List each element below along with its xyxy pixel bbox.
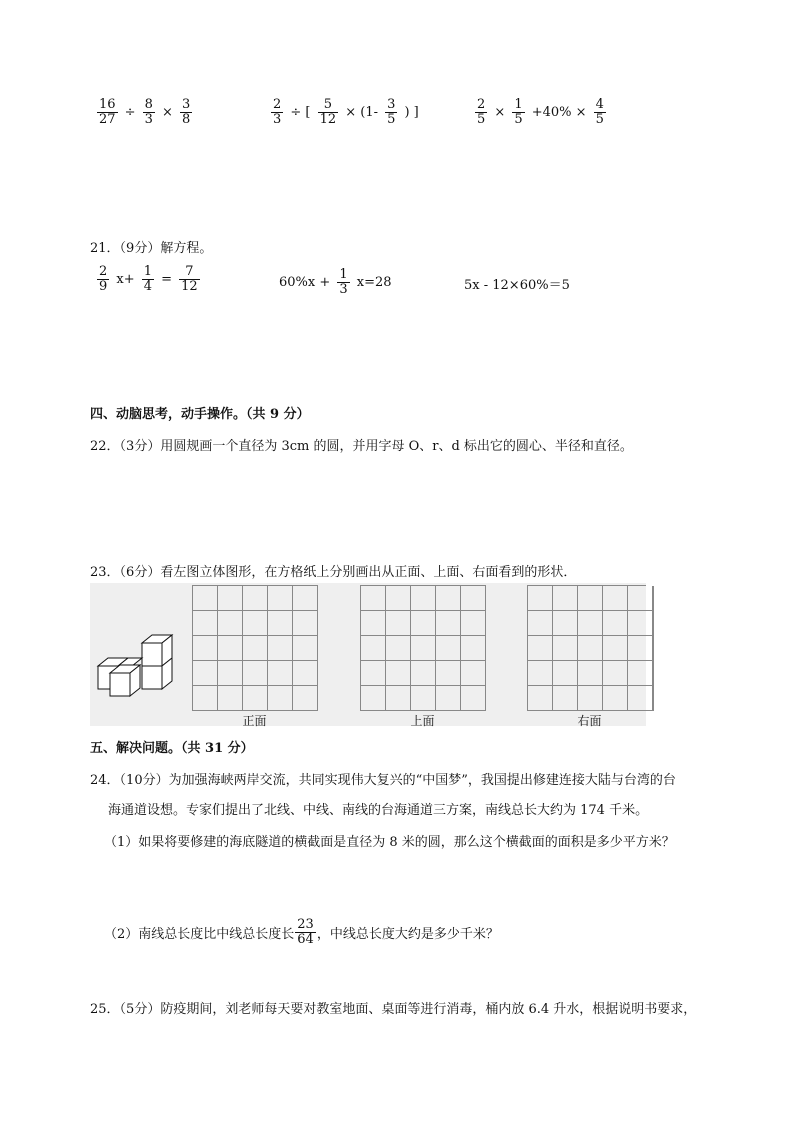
question-24-part-2: （2）南线总长度比中线总长度长 $\frac{23}{64}$ ，中线总长度大约是多少千米？	[104, 917, 499, 947]
question-22: 22．（3分）用圆规画一个直径为 3cm 的圆，并用字母 O、r、d 标出它的圆心、半径和直径。	[90, 439, 633, 454]
section-4-heading: 四、动脑思考，动手操作。（共 9 分）	[90, 407, 310, 422]
fraction: $\frac{23}{64}$	[297, 917, 314, 947]
grid-top-view[interactable]	[360, 585, 486, 711]
grid-front-view[interactable]	[192, 585, 318, 711]
cube-stack-figure	[92, 628, 182, 698]
question-21-title: 21．（9分）解方程。	[90, 241, 213, 256]
expression-2: $\frac{2}{3}$ ÷ [ $\frac{5}{12}$ × (1- $\frac{3}{5}$ ) ]	[273, 97, 419, 127]
question-25: 25．（5分）防疫期间，刘老师每天要对教室地面、桌面等进行消毒，桶内放 6.4 升水，根据说明书要求，	[90, 1002, 697, 1017]
expression-1: $\frac{16}{27}$ ÷ $\frac{8}{3}$ × $\frac{3}{8}$	[99, 97, 191, 127]
question-24-line-1: 24．（10分）为加强海峡两岸交流，共同实现伟大复兴的“中国梦”，我国提出修建连接大陆与台湾的台	[90, 773, 676, 788]
equation-3: 5x - 12×60%＝5	[464, 278, 570, 293]
equation-1: $\frac{2}{9}$ x+ $\frac{1}{4}$ = $\frac{7}{12}$	[99, 264, 198, 294]
question-24-part-1: （1）如果将要修建的海底隧道的横截面是直径为 8 米的圆，那么这个横截面的面积是多少平方米？	[104, 835, 675, 850]
grid-label-top: 上面	[410, 714, 435, 728]
question-23: 23．（6分）看左图立体图形，在方格纸上分别画出从正面、上面、右面看到的形状．	[90, 565, 577, 580]
question-24-line-2: 海通道设想。专家们提出了北线、中线、南线的台海通道三方案，南线总长大约为 174 千米。	[108, 803, 649, 818]
grid-right-view[interactable]	[527, 585, 646, 711]
fraction: $\frac{16}{27}$	[99, 97, 116, 127]
section-5-heading: 五、解决问题。（共 31 分）	[90, 741, 254, 756]
grid-label-right: 右面	[577, 714, 602, 728]
expression-3: $\frac{2}{5}$ × $\frac{1}{5}$ +40% × $\frac{4}{5}$	[477, 97, 604, 127]
grid-label-front: 正面	[242, 714, 267, 728]
equation-2: 60%x + $\frac{1}{3}$ x=28	[279, 267, 392, 297]
